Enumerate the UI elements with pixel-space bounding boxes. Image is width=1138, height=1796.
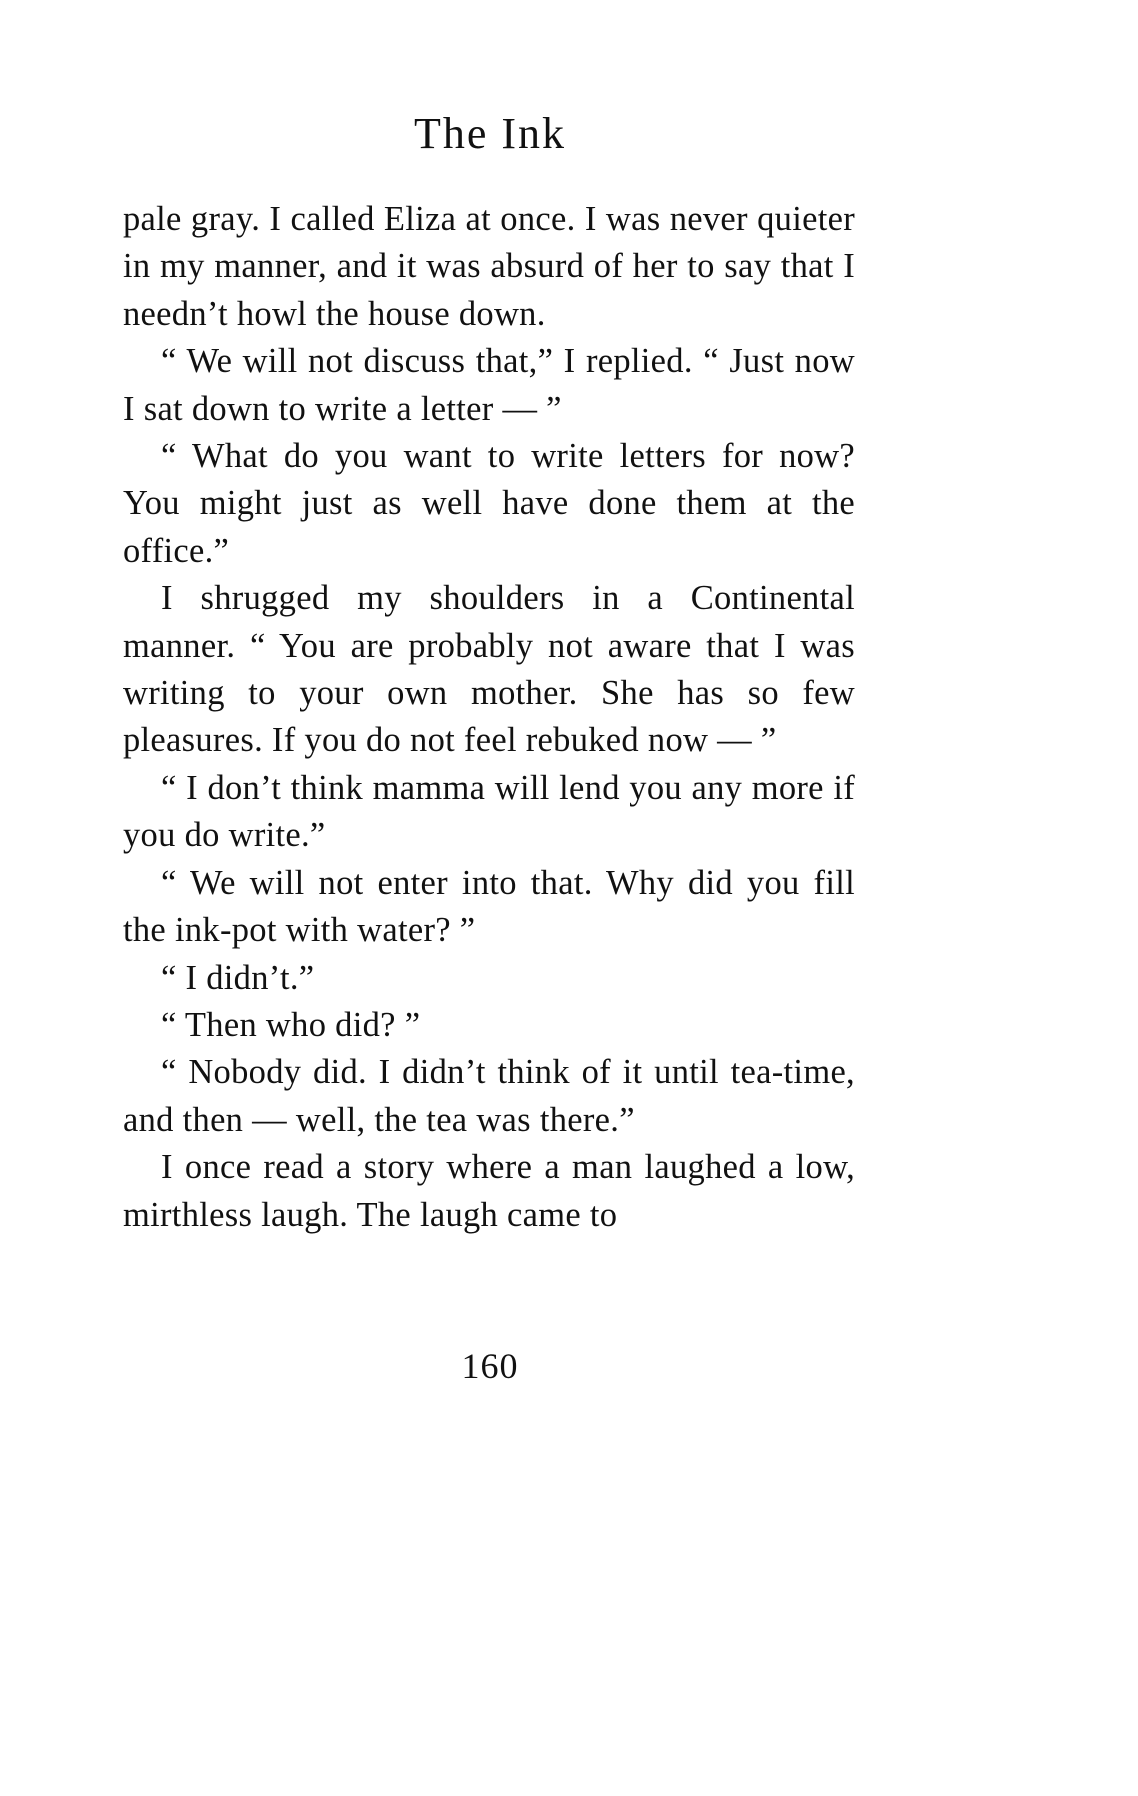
paragraph: “ Nobody did. I didn’t think of it until tea-time, and then — well, the tea was there.” xyxy=(123,1053,855,1139)
paragraph: “ What do you want to write letters for now? You might just as well have done them at the office.” xyxy=(123,437,855,570)
paragraph: “ We will not enter into that. Why did you fill the ink-pot with water? ” xyxy=(123,863,855,950)
page-number: 160 xyxy=(461,1346,519,1386)
paragraph: I shrugged my shoulders in a Continental manner. “ You are probably not aware that I was writing to your own mother. She has so few pleasures. If you do not feel rebuked now — ” xyxy=(123,579,855,760)
running-head: The Ink xyxy=(413,109,567,158)
paragraph: “ I don’t think mamma will lend you any more if you do write.” xyxy=(123,768,855,855)
paragraph: “ Then who did? ” xyxy=(161,1005,421,1044)
paragraph: pale gray. I called Eliza at once. I was never quieter in my manner, and it was absurd of her to say that I needn’t howl the house down. xyxy=(123,200,855,333)
body-text xyxy=(123,196,855,1239)
paragraph: “ We will not discuss that,” I replied. “ Just now I sat down to write a letter — ” xyxy=(123,342,855,428)
paragraph: I once read a story where a man laughed a low, mirthless laugh. The laugh came to xyxy=(123,1148,855,1234)
paragraph: “ I didn’t.” xyxy=(161,958,315,997)
